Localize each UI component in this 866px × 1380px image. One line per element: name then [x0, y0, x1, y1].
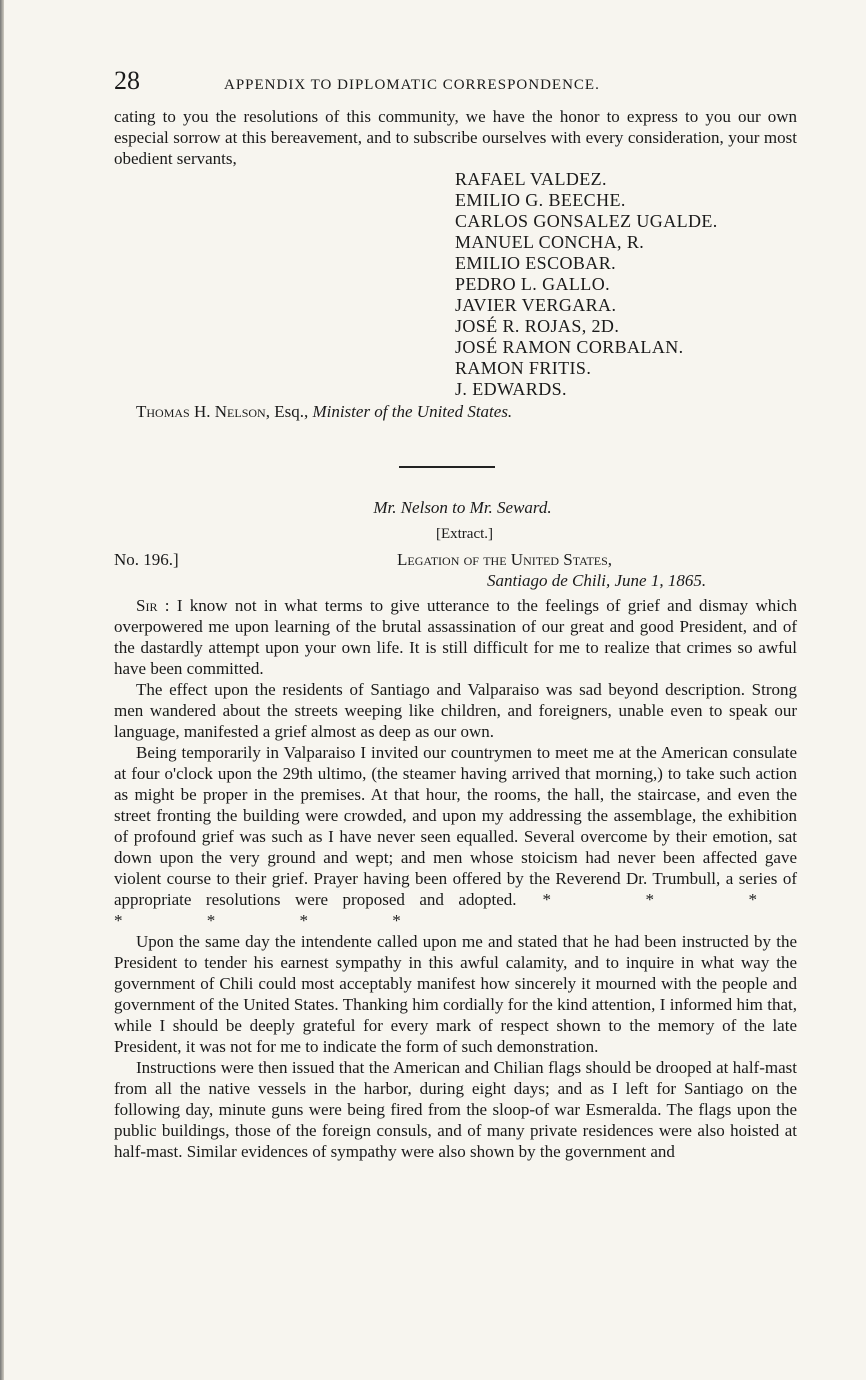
addressee-role: Minister of the United States. — [312, 402, 513, 421]
signature-line: JAVIER VERGARA. — [455, 295, 617, 315]
dateline-address — [397, 549, 797, 591]
running-head: APPENDIX TO DIPLOMATIC CORRESPONDENCE. — [224, 77, 600, 93]
dateline — [114, 549, 797, 591]
place-date: Santiago de Chili, June 1, 1865. — [487, 571, 707, 590]
signature-line: EMILIO G. BEECHE. — [455, 190, 626, 210]
signature-line: JOSÉ R. ROJAS, 2D. — [455, 316, 620, 336]
signature-line: EMILIO ESCOBAR. — [455, 253, 617, 273]
closing-paragraph — [114, 106, 797, 169]
signature-block — [455, 169, 797, 400]
letter-body — [114, 595, 797, 1162]
page-edge — [0, 0, 4, 1380]
omission-marks: * * * * * * * — [114, 890, 797, 930]
document-page — [114, 66, 797, 1162]
paragraph-text: Being temporarily in Valparaiso I invited our countrymen to meet me at the American consulate at four o'clock upon the 29th ultimo, (the steamer having arrived that morning,) to take such action as might be proper in the premises. At that hour, the rooms, the hall, the staircase, and even the street fronting the building were crowded, and upon my addressing the assemblage, the exhibition of profound grief was such as I have never seen equalled. Several overcome by their emotion, sat down upon the very ground and wept; and men whose stoicism had never been affected gave violent course to their grief. Prayer having been offered by the Reverend Dr. Trumbull, a series of appropriate resolutions were proposed and adopted. — [114, 743, 797, 909]
letter-title: Mr. Nelson to Mr. Seward. — [373, 498, 552, 517]
signature-line: RAMON FRITIS. — [455, 358, 592, 378]
paragraph: Upon the same day the intendente called upon me and stated that he had been instructed by the President to tender his earnest sympathy in this awful calamity, and to inquire in what way the government of Chili could most acceptably manifest how sincerely it mourned with the people and government of the United States. Thanking him cordially for the kind attention, I informed him that, while I should be deeply grateful for every mark of respect shown to the memory of the late President, it was not for me to indicate the form of such demonstration. — [114, 932, 797, 1056]
page-number: 28 — [114, 66, 140, 95]
legation-line: Legation of the United States, — [397, 550, 613, 569]
paragraph: The effect upon the residents of Santiago and Valparaiso was sad beyond description. Strong men wandered about the streets weeping like children, and foreigners, unable even to speak our language, manifested a grief almost as deep as our own. — [114, 680, 797, 741]
signature-line: RAFAEL VALDEZ. — [455, 169, 607, 189]
paragraph-text: I know not in what terms to give utterance to the feelings of grief and dismay which overpowered me upon learning of the brutal assassination of our great and good President, and of the dastardly attempt upon your own life. It is still difficult for me to realize that crimes so awful have been committed. — [114, 596, 797, 678]
signature-line: JOSÉ RAMON CORBALAN. — [455, 337, 684, 357]
signature-line: PEDRO L. GALLO. — [455, 274, 610, 294]
signature-line: CARLOS GONSALEZ UGALDE. — [455, 211, 718, 231]
addressee-line — [136, 401, 797, 422]
closing-paragraph-text: cating to you the resolutions of this community, we have the honor to express to you our own especial sorrow at this bereavement, and to subscribe ourselves with every consideration, your most obedient servants, — [114, 107, 797, 168]
signature-line: J. EDWARDS. — [455, 379, 567, 399]
paragraph — [114, 595, 797, 679]
extract-note: [Extract.] — [435, 526, 494, 542]
addressee-name: Thomas H. Nelson — [136, 402, 266, 421]
paragraph — [114, 742, 797, 931]
salutation: Sir : — [136, 596, 170, 615]
signature-line: MANUEL CONCHA, R. — [455, 232, 645, 252]
page-header — [114, 66, 797, 106]
addressee-title: , Esq., — [265, 402, 313, 421]
section-divider — [399, 466, 495, 468]
despatch-number: No. 196.] — [114, 550, 179, 569]
paragraph: Instructions were then issued that the American and Chilian flags should be drooped at half-mast from all the native vessels in the harbor, during eight days; and as I left for Santiago on the following day, minute guns were being fired from the sloop-of war Esmeralda. The flags upon the public buildings, those of the foreign consuls, and of many private residences were also hoisted at half-mast. Similar evidences of sympathy were also shown by the government and — [114, 1058, 797, 1161]
